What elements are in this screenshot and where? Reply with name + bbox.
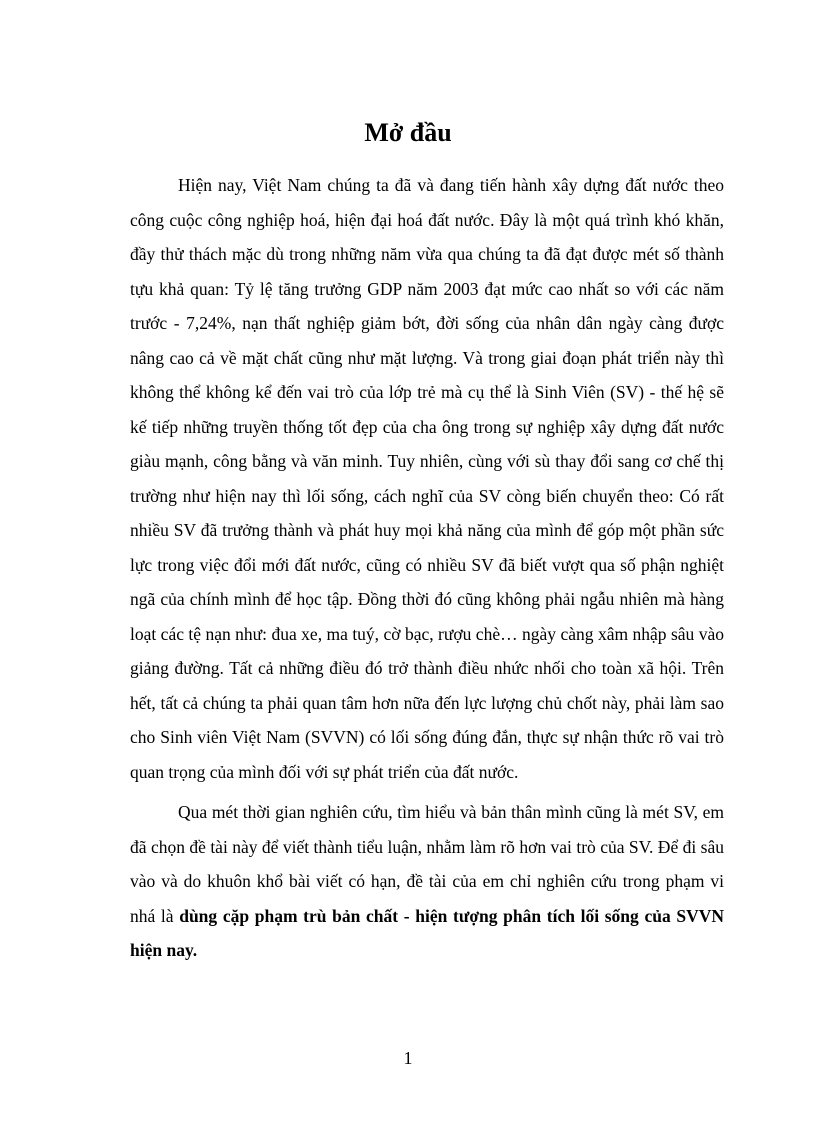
page-title: Mở đầu — [364, 118, 452, 147]
paragraph-intro — [130, 168, 724, 789]
paragraph-scope-text: Qua mét thời gian nghiên cứu, tìm hiểu và bản thân mình cũng là mét SV, em đã chọn đề tài này để viết thành tiểu luận, nhằm làm rõ hơn vai trò của SV. Để đi sâu vào và do khuôn khổ bài viết có hạn, đề tài của em chỉ nghiên cứu trong phạm vi nhá là — [130, 802, 724, 926]
document-body — [130, 168, 724, 968]
paragraph-intro-text: Hiện nay, Việt Nam chúng ta đã và đang tiến hành xây dựng đất nước theo công cuộc công nghiệp hoá, hiện đại hoá đất nước. Đây là một quá trình khó khăn, đầy thử thách mặc dù trong những năm vừa qua chúng ta đã đạt được mét số thành tựu khả quan: Tỷ lệ tăng trưởng GDP năm 2003 đạt mức cao nhất so với các năm trước - 7,24%, nạn thất nghiệp giảm bớt, đời sống của nhân dân ngày càng được nâng cao cả về mặt chất cũng như mặt lượng. Và trong giai đoạn phát triển này thì không thể không kể đến vai trò của lớp trẻ mà cụ thể là Sinh Viên (SV) - thế hệ sẽ kế tiếp những truyền thống tốt đẹp của cha ông trong sự nghiệp xây dựng đất nước giàu mạnh, công bằng và văn minh. Tuy nhiên, cùng với sù thay đổi sang cơ chế thị trường như hiện nay thì lối sống, cách nghĩ của SV còng biến chuyển theo: Có rất nhiều SV đã trưởng thành và phát huy mọi khả năng của mình để góp một phần sức lực trong việc đổi mới đất nước, cũng có nhiều SV đã biết vượt qua số phận nghiệt ngã của chính mình để học tập. Đồng thời đó cũng không phải ngẫu nhiên mà hàng loạt các tệ nạn như: đua xe, ma tuý, cờ bạc, rượu chè… ngày càng xâm nhập sâu vào giảng đường. Tất cả những điều đó trở thành điều nhức nhối cho toàn xã hội. Trên hết, tất cả chúng ta phải quan tâm hơn nữa đến lực lượng chủ chốt này, phải làm sao cho Sinh viên Việt Nam (SVVN) có lối sống đúng đắn, thực sự nhận thức rõ vai trò quan trọng của mình đối với sự phát triển của đất nước. — [130, 175, 724, 782]
paragraph-scope — [130, 795, 724, 968]
page-number: 1 — [403, 1048, 413, 1068]
paragraph-scope-bold-text: dùng cặp phạm trù bản chất - hiện tượng phân tích lối sống của SVVN hiện nay. — [130, 905, 724, 960]
